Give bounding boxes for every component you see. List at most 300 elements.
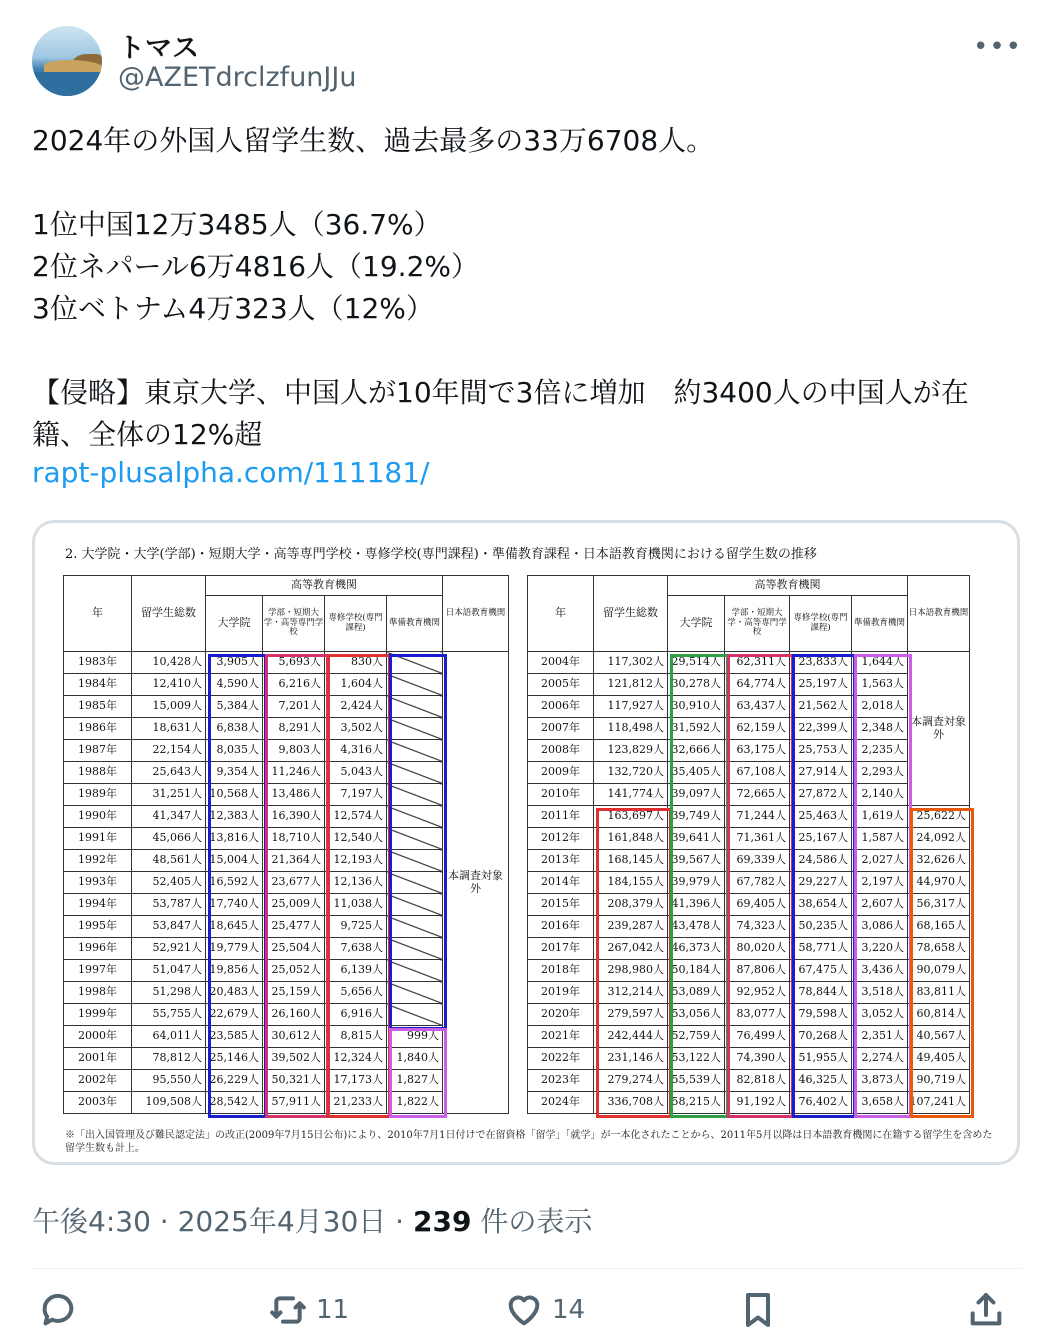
value-cell: 50,321人 — [263, 1070, 325, 1092]
value-cell: 52,405人 — [132, 872, 206, 894]
tweet-header — [32, 26, 1022, 98]
value-cell: 27,914人 — [790, 762, 852, 784]
value-cell: 16,592人 — [206, 872, 263, 894]
value-cell: 29,227人 — [790, 872, 852, 894]
value-cell: 25,052人 — [263, 960, 325, 982]
value-cell: 63,437人 — [725, 696, 790, 718]
bookmark-icon — [738, 1290, 778, 1330]
table-row — [528, 982, 970, 1004]
table-row — [528, 652, 970, 674]
value-cell: 39,749人 — [668, 806, 725, 828]
header-total: 留学生総数 — [132, 576, 206, 652]
table-row — [528, 740, 970, 762]
value-cell: 71,361人 — [725, 828, 790, 850]
value-cell: 3,436人 — [852, 960, 908, 982]
table-row — [64, 1070, 509, 1092]
view-count: 239 — [412, 1205, 472, 1238]
value-cell: 3,220人 — [852, 938, 908, 960]
year-cell: 2000年 — [64, 1026, 132, 1048]
not-applicable-cell — [387, 762, 443, 784]
table-row — [528, 1026, 970, 1048]
value-cell: 32,666人 — [668, 740, 725, 762]
value-cell: 2,607人 — [852, 894, 908, 916]
value-cell: 2,293人 — [852, 762, 908, 784]
value-cell: 4,316人 — [325, 740, 387, 762]
table-row — [64, 762, 509, 784]
table-row — [528, 806, 970, 828]
value-cell: 53,089人 — [668, 982, 725, 1004]
value-cell: 184,155人 — [594, 872, 668, 894]
reply-icon — [38, 1290, 78, 1330]
value-cell: 62,311人 — [725, 652, 790, 674]
table-row — [64, 1026, 509, 1048]
user-handle[interactable]: @AZETdrclzfunJJu — [118, 62, 357, 93]
not-applicable-cell — [387, 740, 443, 762]
value-cell: 7,197人 — [325, 784, 387, 806]
table-row — [528, 696, 970, 718]
value-cell: 52,921人 — [132, 938, 206, 960]
value-cell: 141,774人 — [594, 784, 668, 806]
not-applicable-cell — [387, 872, 443, 894]
share-button[interactable] — [966, 1285, 1006, 1335]
value-cell: 3,518人 — [852, 982, 908, 1004]
header-senshu: 専修学校(専門課程) — [790, 596, 852, 652]
avatar-sea — [32, 72, 102, 96]
value-cell: 5,043人 — [325, 762, 387, 784]
value-cell: 82,818人 — [725, 1070, 790, 1092]
value-cell: 22,679人 — [206, 1004, 263, 1026]
value-cell: 74,323人 — [725, 916, 790, 938]
value-cell: 67,782人 — [725, 872, 790, 894]
table-row — [64, 1048, 509, 1070]
user-name[interactable]: トマス — [118, 33, 199, 64]
share-icon — [966, 1290, 1006, 1330]
value-cell: 83,077人 — [725, 1004, 790, 1026]
year-cell: 1995年 — [64, 916, 132, 938]
value-cell: 21,233人 — [325, 1092, 387, 1114]
not-applicable-cell — [387, 828, 443, 850]
header-grad: 大学院 — [668, 596, 725, 652]
table-row — [64, 806, 509, 828]
value-cell: 3,086人 — [852, 916, 908, 938]
value-cell: 19,779人 — [206, 938, 263, 960]
attached-image[interactable] — [32, 520, 1020, 1165]
value-cell: 132,720人 — [594, 762, 668, 784]
value-cell: 2,018人 — [852, 696, 908, 718]
left-table — [63, 575, 509, 1114]
header-grad: 大学院 — [206, 596, 263, 652]
value-cell: 117,302人 — [594, 652, 668, 674]
value-cell: 31,251人 — [132, 784, 206, 806]
value-cell: 16,390人 — [263, 806, 325, 828]
value-cell: 57,911人 — [263, 1092, 325, 1114]
value-cell: 25,477人 — [263, 916, 325, 938]
header-undergrad: 学部・短期大学・高等専門学校 — [263, 596, 325, 652]
value-cell: 27,872人 — [790, 784, 852, 806]
value-cell: 50,235人 — [790, 916, 852, 938]
table-row — [528, 828, 970, 850]
retweet-button[interactable] — [268, 1285, 349, 1335]
value-cell: 76,402人 — [790, 1092, 852, 1114]
table-row — [64, 696, 509, 718]
value-cell: 51,298人 — [132, 982, 206, 1004]
value-cell: 30,612人 — [263, 1026, 325, 1048]
header-higher: 高等教育機関 — [668, 576, 908, 596]
not-applicable-cell — [387, 674, 443, 696]
value-cell: 25,643人 — [132, 762, 206, 784]
not-applicable-cell — [387, 718, 443, 740]
bookmark-button[interactable] — [738, 1285, 778, 1335]
value-cell: 1,619人 — [852, 806, 908, 828]
value-cell: 53,847人 — [132, 916, 206, 938]
value-cell: 163,697人 — [594, 806, 668, 828]
value-cell: 9,725人 — [325, 916, 387, 938]
value-cell: 8,291人 — [263, 718, 325, 740]
value-cell: 26,160人 — [263, 1004, 325, 1026]
value-cell: 91,192人 — [725, 1092, 790, 1114]
value-cell: 25,463人 — [790, 806, 852, 828]
value-cell: 64,774人 — [725, 674, 790, 696]
value-cell: 22,154人 — [132, 740, 206, 762]
value-cell: 2,140人 — [852, 784, 908, 806]
table-row — [528, 1048, 970, 1070]
table-row — [64, 718, 509, 740]
year-cell: 2003年 — [64, 1092, 132, 1114]
table-row — [528, 784, 970, 806]
value-cell: 5,656人 — [325, 982, 387, 1004]
more-options-icon[interactable]: ••• — [972, 32, 1022, 62]
value-cell: 830人 — [325, 652, 387, 674]
year-cell: 2018年 — [528, 960, 594, 982]
value-cell: 30,278人 — [668, 674, 725, 696]
value-cell: 68,165人 — [908, 916, 970, 938]
value-cell: 39,502人 — [263, 1048, 325, 1070]
right-table — [527, 575, 970, 1114]
value-cell: 32,626人 — [908, 850, 970, 872]
value-cell: 52,759人 — [668, 1026, 725, 1048]
header-year: 年 — [64, 576, 132, 652]
value-cell: 6,838人 — [206, 718, 263, 740]
tweet-text: 2024年の外国人留学生数、過去最多の33万6708人。 1位中国12万3485人（36.7%） 2位ネパール6万4816人（19.2%） 3位ベトナム4万323人（12%） 【侵略】東京大学、中国人が10年間で3倍に増加 約3400人の中国人が在籍、全体の12%超 — [32, 124, 969, 451]
value-cell: 67,108人 — [725, 762, 790, 784]
table-row — [64, 872, 509, 894]
value-cell: 70,268人 — [790, 1026, 852, 1048]
year-cell: 1990年 — [64, 806, 132, 828]
year-cell: 2016年 — [528, 916, 594, 938]
value-cell: 10,568人 — [206, 784, 263, 806]
value-cell: 49,405人 — [908, 1048, 970, 1070]
value-cell: 2,027人 — [852, 850, 908, 872]
value-cell: 7,638人 — [325, 938, 387, 960]
value-cell: 18,710人 — [263, 828, 325, 850]
value-cell: 11,038人 — [325, 894, 387, 916]
divider — [32, 1268, 1022, 1269]
not-covered-cell: 本調査対象外 — [443, 652, 509, 1114]
value-cell: 51,047人 — [132, 960, 206, 982]
header-undergrad: 学部・短期大学・高等専門学校 — [725, 596, 790, 652]
reply-button[interactable] — [38, 1285, 86, 1335]
value-cell: 25,622人 — [908, 806, 970, 828]
value-cell: 25,159人 — [263, 982, 325, 1004]
year-cell: 1988年 — [64, 762, 132, 784]
year-cell: 1998年 — [64, 982, 132, 1004]
table-row — [64, 784, 509, 806]
tweet-timestamp[interactable]: 午後4:30 · 2025年4月30日 · — [32, 1205, 413, 1238]
table-row — [64, 674, 509, 696]
value-cell: 51,955人 — [790, 1048, 852, 1070]
value-cell: 12,193人 — [325, 850, 387, 872]
value-cell: 5,693人 — [263, 652, 325, 674]
value-cell: 78,658人 — [908, 938, 970, 960]
table-row — [64, 850, 509, 872]
year-cell: 2022年 — [528, 1048, 594, 1070]
year-cell: 2019年 — [528, 982, 594, 1004]
table-row — [528, 894, 970, 916]
table-row — [64, 740, 509, 762]
value-cell: 76,499人 — [725, 1026, 790, 1048]
table-row — [64, 1004, 509, 1026]
value-cell: 22,399人 — [790, 718, 852, 740]
not-applicable-cell — [387, 982, 443, 1004]
table-row — [64, 1092, 509, 1114]
table-row — [528, 1070, 970, 1092]
value-cell: 117,927人 — [594, 696, 668, 718]
value-cell: 279,597人 — [594, 1004, 668, 1026]
year-cell: 2009年 — [528, 762, 594, 784]
value-cell: 7,201人 — [263, 696, 325, 718]
value-cell: 71,244人 — [725, 806, 790, 828]
value-cell: 208,379人 — [594, 894, 668, 916]
value-cell: 267,042人 — [594, 938, 668, 960]
value-cell: 25,009人 — [263, 894, 325, 916]
value-cell: 3,502人 — [325, 718, 387, 740]
value-cell: 26,229人 — [206, 1070, 263, 1092]
value-cell: 90,719人 — [908, 1070, 970, 1092]
not-applicable-cell — [387, 806, 443, 828]
value-cell: 279,274人 — [594, 1070, 668, 1092]
value-cell: 78,812人 — [132, 1048, 206, 1070]
value-cell: 30,910人 — [668, 696, 725, 718]
not-applicable-cell — [387, 894, 443, 916]
value-cell: 1,827人 — [387, 1070, 443, 1092]
table-row — [528, 938, 970, 960]
avatar[interactable] — [32, 26, 102, 96]
year-cell: 1996年 — [64, 938, 132, 960]
value-cell: 79,598人 — [790, 1004, 852, 1026]
year-cell: 1984年 — [64, 674, 132, 696]
year-cell: 1997年 — [64, 960, 132, 982]
year-cell: 2021年 — [528, 1026, 594, 1048]
value-cell: 19,856人 — [206, 960, 263, 982]
value-cell: 2,424人 — [325, 696, 387, 718]
value-cell: 336,708人 — [594, 1092, 668, 1114]
value-cell: 44,970人 — [908, 872, 970, 894]
not-applicable-cell — [387, 696, 443, 718]
value-cell: 6,916人 — [325, 1004, 387, 1026]
table-row — [64, 828, 509, 850]
value-cell: 58,215人 — [668, 1092, 725, 1114]
value-cell: 39,097人 — [668, 784, 725, 806]
value-cell: 35,405人 — [668, 762, 725, 784]
value-cell: 1,587人 — [852, 828, 908, 850]
table-row — [64, 982, 509, 1004]
year-cell: 1991年 — [64, 828, 132, 850]
heart-icon — [504, 1290, 544, 1330]
table-row — [64, 652, 509, 674]
not-covered-cell: 本調査対象外 — [908, 652, 970, 806]
value-cell: 39,567人 — [668, 850, 725, 872]
value-cell: 11,246人 — [263, 762, 325, 784]
value-cell: 242,444人 — [594, 1026, 668, 1048]
value-cell: 118,498人 — [594, 718, 668, 740]
value-cell: 25,146人 — [206, 1048, 263, 1070]
year-cell: 1985年 — [64, 696, 132, 718]
value-cell: 2,351人 — [852, 1026, 908, 1048]
value-cell: 83,811人 — [908, 982, 970, 1004]
value-cell: 72,665人 — [725, 784, 790, 806]
value-cell: 41,396人 — [668, 894, 725, 916]
year-cell: 2007年 — [528, 718, 594, 740]
year-cell: 2005年 — [528, 674, 594, 696]
value-cell: 29,514人 — [668, 652, 725, 674]
value-cell: 39,641人 — [668, 828, 725, 850]
value-cell: 2,235人 — [852, 740, 908, 762]
value-cell: 58,771人 — [790, 938, 852, 960]
value-cell: 95,550人 — [132, 1070, 206, 1092]
value-cell: 45,066人 — [132, 828, 206, 850]
value-cell: 41,347人 — [132, 806, 206, 828]
document-title: 2. 大学院・大学(学部)・短期大学・高等専門学校・専修学校(専門課程)・準備教育課程・日本語教育機関における留学生数の推移 — [65, 547, 817, 562]
year-cell: 2012年 — [528, 828, 594, 850]
value-cell: 60,814人 — [908, 1004, 970, 1026]
year-cell: 1983年 — [64, 652, 132, 674]
table-row — [528, 916, 970, 938]
retweet-icon — [268, 1290, 308, 1330]
value-cell: 1,822人 — [387, 1092, 443, 1114]
value-cell: 9,803人 — [263, 740, 325, 762]
value-cell: 8,815人 — [325, 1026, 387, 1048]
year-cell: 2013年 — [528, 850, 594, 872]
value-cell: 239,287人 — [594, 916, 668, 938]
header-total: 留学生総数 — [594, 576, 668, 652]
year-cell: 2015年 — [528, 894, 594, 916]
value-cell: 121,812人 — [594, 674, 668, 696]
value-cell: 21,364人 — [263, 850, 325, 872]
value-cell: 43,478人 — [668, 916, 725, 938]
year-cell: 1999年 — [64, 1004, 132, 1026]
year-cell: 1989年 — [64, 784, 132, 806]
value-cell: 23,833人 — [790, 652, 852, 674]
value-cell: 312,214人 — [594, 982, 668, 1004]
header-prep: 準備教育機関 — [387, 596, 443, 652]
value-cell: 24,586人 — [790, 850, 852, 872]
like-button[interactable] — [504, 1285, 585, 1335]
value-cell: 23,585人 — [206, 1026, 263, 1048]
like-count: 14 — [552, 1295, 586, 1325]
value-cell: 38,654人 — [790, 894, 852, 916]
header-senshu: 専修学校(専門課程) — [325, 596, 387, 652]
value-cell: 161,848人 — [594, 828, 668, 850]
value-cell: 25,197人 — [790, 674, 852, 696]
year-cell: 2002年 — [64, 1070, 132, 1092]
value-cell: 2,348人 — [852, 718, 908, 740]
tweet-meta — [32, 1200, 592, 1240]
year-cell: 2020年 — [528, 1004, 594, 1026]
value-cell: 25,753人 — [790, 740, 852, 762]
value-cell: 48,561人 — [132, 850, 206, 872]
value-cell: 2,274人 — [852, 1048, 908, 1070]
value-cell: 17,740人 — [206, 894, 263, 916]
value-cell: 17,173人 — [325, 1070, 387, 1092]
value-cell: 5,384人 — [206, 696, 263, 718]
value-cell: 13,816人 — [206, 828, 263, 850]
action-bar — [32, 1285, 1022, 1335]
value-cell: 40,567人 — [908, 1026, 970, 1048]
value-cell: 23,677人 — [263, 872, 325, 894]
value-cell: 53,056人 — [668, 1004, 725, 1026]
value-cell: 28,542人 — [206, 1092, 263, 1114]
value-cell: 12,574人 — [325, 806, 387, 828]
year-cell: 2004年 — [528, 652, 594, 674]
value-cell: 92,952人 — [725, 982, 790, 1004]
not-applicable-cell — [387, 1004, 443, 1026]
value-cell: 18,645人 — [206, 916, 263, 938]
header-higher: 高等教育機関 — [206, 576, 443, 596]
value-cell: 6,139人 — [325, 960, 387, 982]
value-cell: 63,175人 — [725, 740, 790, 762]
value-cell: 1,644人 — [852, 652, 908, 674]
value-cell: 1,563人 — [852, 674, 908, 696]
value-cell: 2,197人 — [852, 872, 908, 894]
value-cell: 3,905人 — [206, 652, 263, 674]
value-cell: 1,604人 — [325, 674, 387, 696]
value-cell: 56,317人 — [908, 894, 970, 916]
value-cell: 67,475人 — [790, 960, 852, 982]
value-cell: 168,145人 — [594, 850, 668, 872]
table-row — [528, 872, 970, 894]
table-row — [528, 850, 970, 872]
value-cell: 90,079人 — [908, 960, 970, 982]
value-cell: 39,979人 — [668, 872, 725, 894]
value-cell: 15,004人 — [206, 850, 263, 872]
not-applicable-cell — [387, 652, 443, 674]
not-applicable-cell — [387, 784, 443, 806]
year-cell: 1987年 — [64, 740, 132, 762]
year-cell: 2006年 — [528, 696, 594, 718]
value-cell: 25,167人 — [790, 828, 852, 850]
header-prep: 準備教育機関 — [852, 596, 908, 652]
value-cell: 999人 — [387, 1026, 443, 1048]
value-cell: 62,159人 — [725, 718, 790, 740]
year-cell: 2014年 — [528, 872, 594, 894]
value-cell: 123,829人 — [594, 740, 668, 762]
table-row — [528, 1004, 970, 1026]
year-cell: 2010年 — [528, 784, 594, 806]
value-cell: 3,873人 — [852, 1070, 908, 1092]
year-cell: 1986年 — [64, 718, 132, 740]
value-cell: 46,325人 — [790, 1070, 852, 1092]
year-cell: 1994年 — [64, 894, 132, 916]
value-cell: 69,339人 — [725, 850, 790, 872]
document-note: ※「出入国管理及び難民認定法」の改正(2009年7月15日公布)により、2010年7月1日付けで在留資格「留学」「就学」が一本化されたことから、2011年5月以降は日本語教育機関に在籍する留学生を含めた留学生数も計上。 — [65, 1130, 993, 1154]
table-row — [528, 762, 970, 784]
tweet-link[interactable]: rapt-plusalpha.com/111181/ — [32, 456, 430, 489]
value-cell: 12,410人 — [132, 674, 206, 696]
value-cell: 31,592人 — [668, 718, 725, 740]
year-cell: 1992年 — [64, 850, 132, 872]
table-row — [528, 674, 970, 696]
value-cell: 107,241人 — [908, 1092, 970, 1114]
